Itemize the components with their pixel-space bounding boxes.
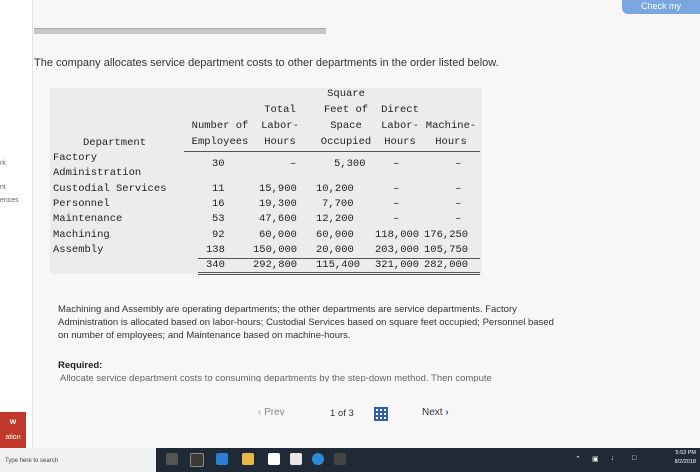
side-badge[interactable] [0,412,26,452]
row-direct: – [393,213,400,225]
notes-paragraph [58,303,700,342]
header-line: Feet of [323,104,369,116]
taskbar-search[interactable] [0,448,156,472]
row-direct: – [393,198,400,210]
grid-icon[interactable] [374,407,388,421]
header-line: Labor- [261,120,299,132]
total-direct: 321,000 [375,259,420,271]
double-rule [198,272,480,273]
row-dept: Custodial Services [53,183,167,195]
total-labor: 292,800 [253,259,298,271]
header-line: Occupied [320,136,372,148]
taskbar-search-placeholder: Type here to search [5,458,59,464]
row-direct: 118,000 [375,229,420,241]
row-emp: 53 [212,213,225,225]
row-machine: 176,250 [424,229,469,241]
col-department-header: Department [83,137,147,149]
chevron-right-icon: › [445,407,449,418]
row-labor: 150,000 [253,244,298,256]
divider [34,28,326,34]
header-rule [184,151,480,152]
double-rule [198,274,480,275]
notification-icon[interactable]: □ [632,455,637,462]
row-emp: 92 [212,229,225,241]
row-machine: – [455,158,462,170]
col-labor-header [252,102,308,150]
row-labor: 15,900 [259,183,297,195]
row-direct: – [393,183,400,195]
network-icon[interactable]: ▣ [592,456,599,463]
total-sqft: 115,400 [316,259,361,271]
check-my-work-button[interactable]: Check my [622,0,700,14]
next-button[interactable] [422,407,449,418]
header-line: Labor- [381,120,419,132]
row-machine: – [455,198,462,210]
header-line: Hours [384,136,416,148]
prev-button[interactable] [258,407,285,418]
note-line: Administration is allocated based on labor-hours; Custodial Services based on square feet occupied; Personnel based [58,317,554,328]
row-emp: 30 [212,158,225,170]
header-line: Machine- [425,120,477,132]
row-dept: Administration [53,167,142,179]
side-badge-label: w [9,417,17,426]
intro-text: The company allocates service department costs to other departments in the order listed below. [34,57,499,69]
header-line: Hours [435,136,467,148]
tray-chevron-icon[interactable]: ⌃ [575,456,581,463]
store-icon[interactable] [268,453,280,465]
row-dept: Machining [53,229,110,241]
row-labor: 19,300 [259,198,297,210]
row-sqft: 20,000 [316,244,354,256]
row-dept: Assembly [53,244,104,256]
chrome-icon[interactable] [290,453,302,465]
row-sqft: 12,200 [316,213,354,225]
row-sqft: 60,000 [316,229,354,241]
row-dept: Maintenance [53,213,123,225]
total-emp: 340 [206,259,225,271]
required-text: Allocate service department costs to consuming departments by the step-down method. Then compute [60,373,492,382]
col-employees-header [184,118,256,150]
edge-icon[interactable] [216,453,228,465]
row-labor: 60,000 [259,229,297,241]
row-sqft: 5,300 [334,158,366,170]
header-line: Square [327,88,365,100]
clock-date: 8/2/2018 [674,459,696,465]
task-view-icon[interactable] [190,453,204,467]
col-machine-header [418,118,484,150]
side-badge-sub: ation [5,434,21,441]
row-machine: 105,750 [424,244,469,256]
row-dept: Personnel [53,198,110,210]
side-item-2[interactable]: nt [0,184,6,191]
row-machine: – [455,183,462,195]
row-sqft: 7,700 [322,198,354,210]
row-emp: 11 [212,183,225,195]
folder-icon[interactable] [242,453,254,465]
note-line: on number of employees; and Maintenance based on machine-hours. [58,330,351,341]
row-emp: 16 [212,198,225,210]
browser-icon[interactable] [312,453,324,465]
header-line: Total [264,104,296,116]
header-line: Direct [381,104,419,116]
row-machine: – [455,213,462,225]
total-machine: 282,000 [424,259,469,271]
row-emp: 138 [206,244,225,256]
row-direct: – [393,158,400,170]
app-icon[interactable] [334,453,346,465]
volume-icon[interactable]: ♩ [611,455,618,462]
row-labor: 47,600 [259,213,297,225]
row-dept: Factory [53,152,98,164]
current-page: 1 [330,408,336,419]
row-sqft: 10,200 [316,183,354,195]
pagination [250,405,490,429]
page-indicator [330,408,354,419]
note-line: Machining and Assembly are operating departments; the other departments are service departments. Factory [58,304,517,315]
header-line: Hours [264,136,296,148]
header-line: Number of [191,120,249,132]
cost-table [50,88,482,274]
row-direct: 203,000 [375,244,420,256]
mic-icon[interactable] [166,453,178,465]
side-item-3[interactable]: ences [0,197,19,204]
side-item-1[interactable]: rk [0,160,6,167]
prev-label: Prev [264,407,285,418]
left-panel [0,0,33,448]
chevron-left-icon: ‹ [258,407,262,418]
required-label: Required: [58,360,103,371]
page-total: of 3 [337,408,354,419]
row-labor: – [290,158,297,170]
header-line: Space [330,120,362,132]
taskbar-clock[interactable] [675,449,696,467]
clock-time: 5:53 PM [675,450,696,456]
header-line: Employees [191,136,249,148]
next-label: Next [422,407,443,418]
